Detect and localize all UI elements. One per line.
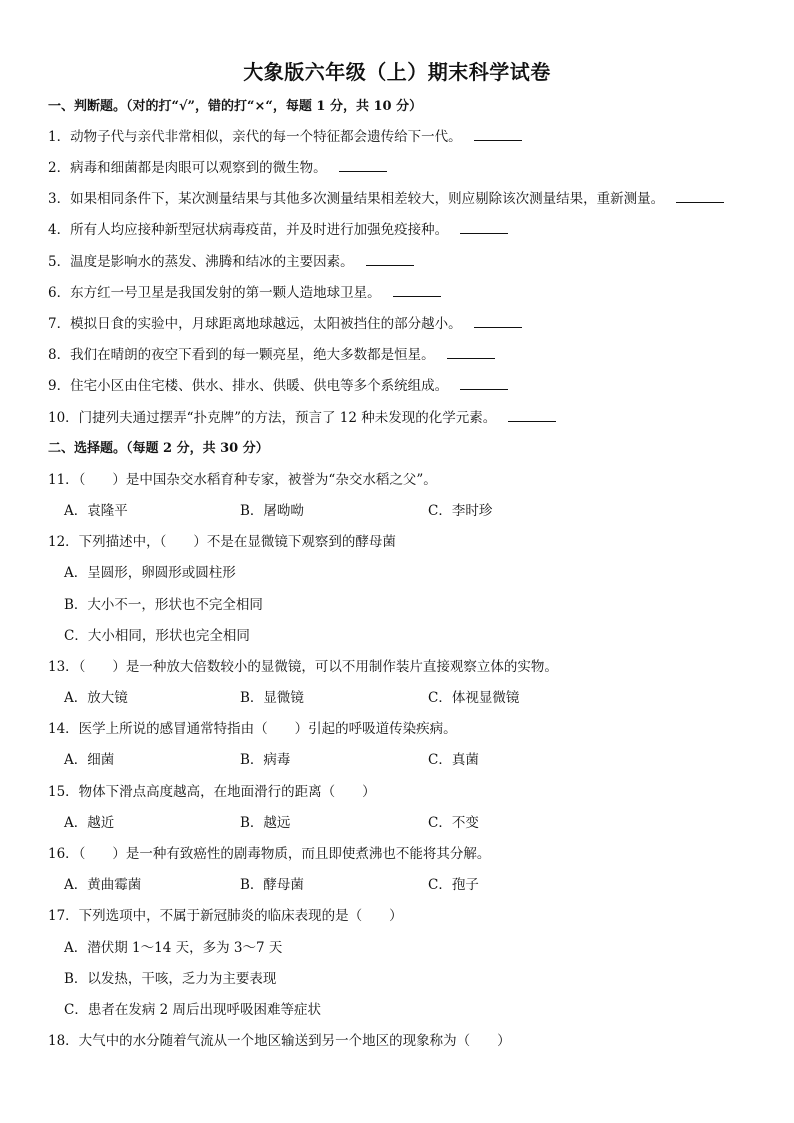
- answer-blank[interactable]: [460, 378, 508, 390]
- option-c[interactable]: C．孢子: [428, 877, 479, 893]
- question-2: [48, 159, 387, 177]
- answer-blank[interactable]: [474, 316, 522, 328]
- option-b[interactable]: B．以发热，干咳，乏力为主要表现: [64, 971, 277, 987]
- question-5: [48, 253, 414, 271]
- question-text: 5．温度是影响水的蒸发、沸腾和结冰的主要因素。: [48, 254, 354, 270]
- question-18: 18．大气中的水分随着气流从一个地区输送到另一个地区的现象称为（ ）: [48, 1033, 511, 1049]
- question-10: [48, 409, 556, 427]
- section-heading-choice: 二、选择题。（每题 2 分，共 30 分）: [48, 441, 269, 456]
- answer-blank[interactable]: [460, 222, 508, 234]
- question-text: 8．我们在晴朗的夜空下看到的每一颗亮星，绝大多数都是恒星。: [48, 347, 435, 363]
- option-a[interactable]: A．越近: [64, 815, 115, 831]
- question-7: [48, 315, 522, 333]
- option-b[interactable]: B．大小不一，形状也不完全相同: [64, 597, 263, 613]
- question-1: [48, 128, 522, 146]
- answer-blank[interactable]: [393, 285, 441, 297]
- question-4: [48, 221, 508, 239]
- question-text: 4．所有人均应接种新型冠状病毒疫苗，并及时进行加强免疫接种。: [48, 222, 449, 238]
- page-title: 大象版六年级（上）期末科学试卷: [243, 60, 551, 84]
- option-c[interactable]: C．体视显微镜: [428, 690, 520, 706]
- answer-blank[interactable]: [366, 254, 414, 266]
- option-a[interactable]: A．细菌: [64, 752, 115, 768]
- question-text: 6．东方红一号卫星是我国发射的第一颗人造地球卫星。: [48, 285, 381, 301]
- question-text: 3．如果相同条件下，某次测量结果与其他多次测量结果相差较大，则应剔除该次测量结果，重新测量。: [48, 191, 665, 207]
- option-c[interactable]: C．真菌: [428, 752, 479, 768]
- question-text: 9．住宅小区由住宅楼、供水、排水、供暖、供电等多个系统组成。: [48, 378, 449, 394]
- question-6: [48, 284, 441, 302]
- option-a[interactable]: A．呈圆形，卵圆形或圆柱形: [64, 565, 236, 581]
- option-c[interactable]: C．患者在发病 2 周后出现呼吸困难等症状: [64, 1002, 322, 1018]
- question-15: 15．物体下滑点高度越高，在地面滑行的距离（ ）: [48, 784, 376, 800]
- question-9: [48, 377, 508, 395]
- question-14: 14．医学上所说的感冒通常特指由（ ）引起的呼吸道传染疾病。: [48, 721, 457, 737]
- question-text: 10．门捷列夫通过摆弄“扑克牌”的方法，预言了 12 种未发现的化学元素。: [48, 410, 497, 426]
- question-17: 17．下列选项中，不属于新冠肺炎的临床表现的是（ ）: [48, 908, 403, 924]
- section-heading-judgment: 一、判断题。（对的打“√”，错的打“×“，每题 1 分，共 10 分）: [48, 99, 423, 114]
- question-13: 13．（ ）是一种放大倍数较小的显微镜，可以不用制作装片直接观察立体的实物。: [48, 659, 558, 675]
- option-c[interactable]: C．李时珍: [428, 503, 493, 519]
- question-12: 12．下列描述中，（ ）不是在显微镜下观察到的酵母菌: [48, 534, 396, 550]
- option-b[interactable]: B．病毒: [240, 752, 291, 768]
- option-b[interactable]: B．屠呦呦: [240, 503, 304, 519]
- option-a[interactable]: A．黄曲霉菌: [64, 877, 142, 893]
- option-a[interactable]: A．放大镜: [64, 690, 128, 706]
- question-8: [48, 346, 495, 364]
- answer-blank[interactable]: [339, 160, 387, 172]
- option-b[interactable]: B．越远: [240, 815, 291, 831]
- question-text: 2．病毒和细菌都是肉眼可以观察到的微生物。: [48, 160, 327, 176]
- answer-blank[interactable]: [474, 129, 522, 141]
- question-3: [48, 190, 724, 208]
- question-text: 1．动物子代与亲代非常相似，亲代的每一个特征都会遗传给下一代。: [48, 129, 462, 145]
- answer-blank[interactable]: [508, 410, 556, 422]
- option-c[interactable]: C．不变: [428, 815, 479, 831]
- option-c[interactable]: C．大小相同，形状也完全相同: [64, 628, 250, 644]
- option-a[interactable]: A．潜伏期 1～14 天，多为 3～7 天: [64, 940, 283, 956]
- answer-blank[interactable]: [676, 191, 724, 203]
- question-16: 16．（ ）是一种有致癌性的剧毒物质，而且即使煮沸也不能将其分解。: [48, 846, 491, 862]
- question-text: 7．模拟日食的实验中，月球距离地球越远，太阳被挡住的部分越小。: [48, 316, 462, 332]
- option-a[interactable]: A．袁隆平: [64, 503, 128, 519]
- option-b[interactable]: B．显微镜: [240, 690, 304, 706]
- question-11: 11．（ ）是中国杂交水稻育种专家，被誉为“杂交水稻之父”。: [48, 472, 437, 488]
- answer-blank[interactable]: [447, 347, 495, 359]
- option-b[interactable]: B．酵母菌: [240, 877, 304, 893]
